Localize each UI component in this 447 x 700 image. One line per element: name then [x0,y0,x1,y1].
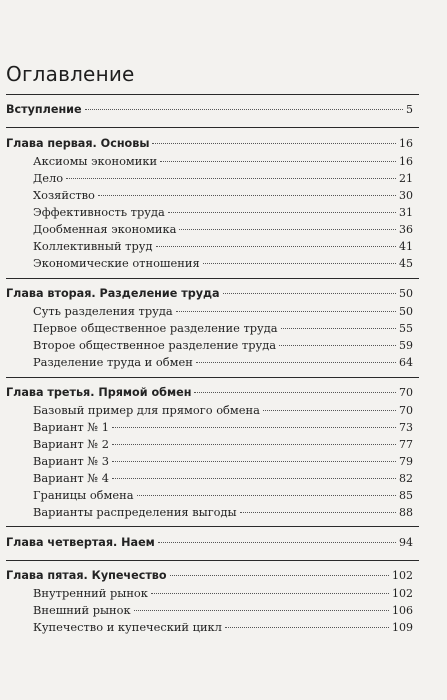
page-number: 88 [399,506,413,519]
dot-leader [240,512,396,513]
toc-entry-section[interactable] [33,256,413,271]
entry-title: Границы обмена [33,488,134,502]
toc-entry-section[interactable] [33,586,413,601]
page-number: 5 [406,103,413,116]
entry-title: Вариант № 4 [33,471,109,485]
dot-leader [134,610,389,611]
page-number: 16 [399,155,413,168]
toc-entry-section[interactable] [33,505,413,520]
dot-leader [151,593,389,594]
entry-title: Экономические отношения [33,256,200,270]
entry-title: Первое общественное разделение труда [33,321,278,335]
page-number: 16 [399,137,413,150]
entry-title: Коллективный труд [33,239,153,253]
dot-leader [158,542,396,543]
dot-leader [281,328,396,329]
divider [6,377,419,378]
page-number: 55 [399,322,413,335]
entry-title: Глава третья. Прямой обмен [6,386,192,399]
page-number: 102 [392,587,413,600]
entry-title: Внешний рынок [33,603,131,617]
page-number: 50 [399,287,413,300]
page-number: 31 [399,206,413,219]
divider [6,127,419,128]
dot-leader [176,311,396,312]
toc-entry-section[interactable] [33,338,413,353]
toc-entry-chapter-4[interactable] [6,536,413,550]
page-number: 94 [399,536,413,549]
dot-leader [225,627,389,628]
toc-entry-section[interactable] [33,222,413,237]
entry-title: Вступление [6,103,82,116]
entry-title: Разделение труда и обмен [33,355,193,369]
dot-leader [137,495,396,496]
dot-leader [112,478,396,479]
page-number: 85 [399,489,413,502]
entry-title: Базовый пример для прямого обмена [33,403,260,417]
page-number: 36 [399,223,413,236]
entry-title: Хозяйство [33,188,95,202]
toc-entry-section[interactable] [33,355,413,370]
page-number: 21 [399,172,413,185]
dot-leader [112,461,396,462]
toc-entry-section[interactable] [33,403,413,418]
entry-title: Второе общественное разделение труда [33,338,276,352]
dot-leader [203,263,396,264]
page-number: 50 [399,305,413,318]
dot-leader [112,427,396,428]
dot-leader [194,392,396,393]
toc-entry-section[interactable] [33,304,413,319]
page-number: 102 [392,569,413,582]
dot-leader [279,345,396,346]
toc-entry-section[interactable] [33,171,413,186]
entry-title: Вариант № 2 [33,437,109,451]
dot-leader [98,195,396,196]
entry-title: Дело [33,171,64,185]
entry-title: Эффективность труда [33,205,165,219]
divider [6,278,419,279]
toc-entry-chapter-2[interactable] [6,287,413,301]
entry-title: Глава пятая. Купечество [6,569,167,582]
entry-title: Глава четвертая. Наем [6,536,155,549]
page-number: 73 [399,421,413,434]
page-number: 70 [399,404,413,417]
page-number: 82 [399,472,413,485]
toc-entry-section[interactable] [33,620,413,635]
divider [6,526,419,527]
toc-entry-section[interactable] [33,188,413,203]
entry-title: Вариант № 3 [33,454,109,468]
toc-heading: Оглавление [6,62,135,86]
dot-leader [168,212,396,213]
toc-entry-section[interactable] [33,603,413,618]
toc-entry-chapter-1[interactable] [6,137,413,151]
toc-entry-section[interactable] [33,454,413,469]
dot-leader [170,575,389,576]
entry-title: Глава первая. Основы [6,137,150,150]
dot-leader [112,444,396,445]
toc-entry-section[interactable] [33,205,413,220]
entry-title: Вариант № 1 [33,420,109,434]
page-number: 109 [392,621,413,634]
page-number: 59 [399,339,413,352]
entry-title: Аксиомы экономики [33,154,158,168]
page-number: 77 [399,438,413,451]
entry-title: Внутренний рынок [33,586,148,600]
dot-leader [223,293,396,294]
toc-entry-section[interactable] [33,321,413,336]
toc-entry-section[interactable] [33,437,413,452]
dot-leader [263,410,396,411]
page-number: 70 [399,386,413,399]
dot-leader [160,161,396,162]
toc-entry-chapter-3[interactable] [6,386,413,400]
entry-title: Купечество и купеческий цикл [33,620,222,634]
toc-entry-section[interactable] [33,471,413,486]
page-number: 79 [399,455,413,468]
page-number: 30 [399,189,413,202]
dot-leader [196,362,396,363]
toc-entry-section[interactable] [33,154,413,169]
toc-entry-section[interactable] [33,239,413,254]
dot-leader [179,229,396,230]
page-number: 45 [399,257,413,270]
toc-entry-intro[interactable] [6,103,413,117]
dot-leader [156,246,397,247]
toc-entry-section[interactable] [33,420,413,435]
page-number: 64 [399,356,413,369]
page-number: 106 [392,604,413,617]
dot-leader [66,178,396,179]
entry-title: Варианты распределения выгоды [33,505,237,519]
dot-leader [152,143,396,144]
entry-title: Дообменная экономика [33,222,177,236]
divider [6,94,419,95]
toc-entry-section[interactable] [33,488,413,503]
page-number: 41 [399,240,413,253]
dot-leader [85,109,403,110]
divider [6,560,419,561]
toc-entry-chapter-5[interactable] [6,569,413,583]
entry-title: Суть разделения труда [33,304,173,318]
entry-title: Глава вторая. Разделение труда [6,287,220,300]
